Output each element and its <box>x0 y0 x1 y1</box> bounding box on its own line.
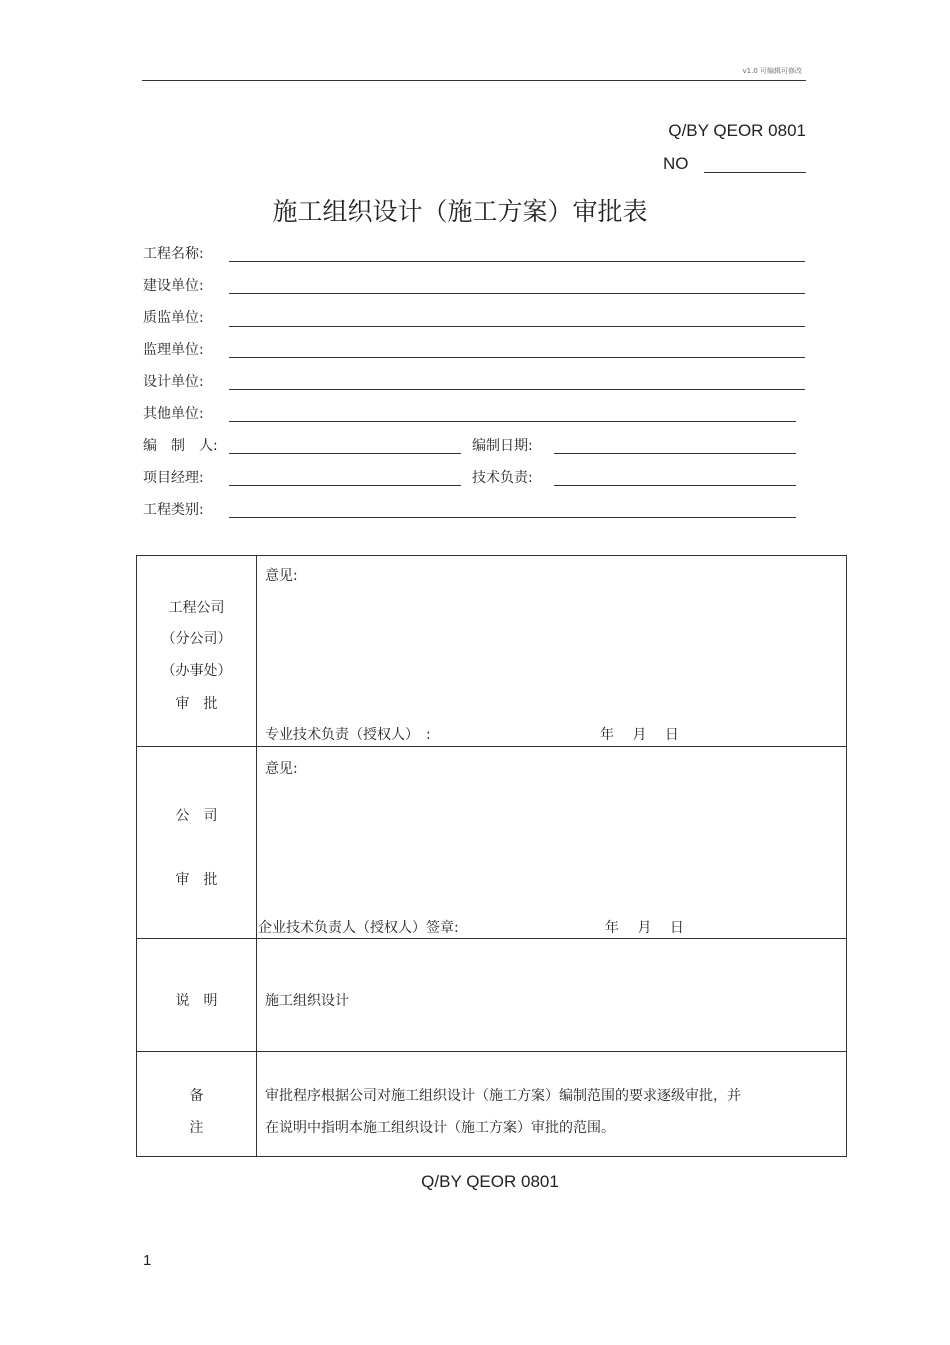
project-name-label: 工程名称: <box>143 246 204 262</box>
construction-unit-line[interactable] <box>229 293 805 294</box>
row4-left-line-1: 备 <box>189 1088 204 1104</box>
prepare-date-line[interactable] <box>554 453 796 454</box>
page-number: 1 <box>143 1252 152 1269</box>
row1-left-line-2: （分公司） <box>161 631 232 647</box>
row4-content-line-1: 审批程序根据公司对施工组织设计（施工方案）编制范围的要求逐级审批，并 <box>265 1088 741 1104</box>
document-code: Q/BY QEOR 0801 <box>668 121 806 140</box>
table-row-divider <box>137 938 846 939</box>
project-name-line[interactable] <box>229 261 805 262</box>
number-input-line[interactable] <box>704 172 806 173</box>
row4-content-line-2: 在说明中指明本施工组织设计（施工方案）审批的范围。 <box>265 1120 615 1136</box>
project-manager-label: 项目经理: <box>143 470 204 486</box>
footer-document-code: Q/BY QEOR 0801 <box>421 1172 559 1191</box>
row1-left-line-4: 审 批 <box>175 696 218 712</box>
design-unit-line[interactable] <box>229 389 805 390</box>
table-row-divider <box>137 746 846 747</box>
other-unit-line[interactable] <box>229 421 796 422</box>
table-row-divider <box>137 1051 846 1052</box>
approval-table <box>136 555 847 1157</box>
row3-content: 施工组织设计 <box>265 993 349 1009</box>
project-category-label: 工程类别: <box>143 502 204 518</box>
row2-date-label: 年 月 日 <box>605 920 684 936</box>
row2-left-line-1: 公 司 <box>175 808 218 824</box>
row1-signer-label: 专业技术负责（授权人） : <box>265 727 431 743</box>
construction-unit-label: 建设单位: <box>143 278 204 294</box>
version-note: v1.0 可编辑可修改 <box>742 67 802 75</box>
preparer-line[interactable] <box>229 453 461 454</box>
quality-unit-label: 质监单位: <box>143 310 204 326</box>
row2-opinion-label: 意见: <box>265 761 298 777</box>
project-manager-line[interactable] <box>229 485 461 486</box>
quality-unit-line[interactable] <box>229 326 805 327</box>
number-label: NO <box>663 154 689 173</box>
row2-left-line-2: 审 批 <box>175 872 218 888</box>
prepare-date-label: 编制日期: <box>472 438 533 454</box>
row2-signer-label: 企业技术负责人（授权人）签章: <box>258 920 459 936</box>
supervision-unit-line[interactable] <box>229 357 805 358</box>
design-unit-label: 设计单位: <box>143 374 204 390</box>
tech-lead-line[interactable] <box>554 485 796 486</box>
row1-left-line-1: 工程公司 <box>168 600 225 616</box>
row1-date-label: 年 月 日 <box>600 727 679 743</box>
tech-lead-label: 技术负责: <box>472 470 533 486</box>
project-category-line[interactable] <box>229 517 796 518</box>
row1-left-line-3: （办事处） <box>161 663 232 679</box>
other-unit-label: 其他单位: <box>143 406 204 422</box>
page-title: 施工组织设计（施工方案）审批表 <box>272 197 648 226</box>
row3-left-label: 说 明 <box>175 993 218 1009</box>
preparer-label: 编 制 人: <box>143 438 218 454</box>
table-column-divider <box>256 556 257 1156</box>
supervision-unit-label: 监理单位: <box>143 342 204 358</box>
header-divider <box>142 80 806 81</box>
row4-left-line-2: 注 <box>189 1120 204 1136</box>
row1-opinion-label: 意见: <box>265 568 298 584</box>
